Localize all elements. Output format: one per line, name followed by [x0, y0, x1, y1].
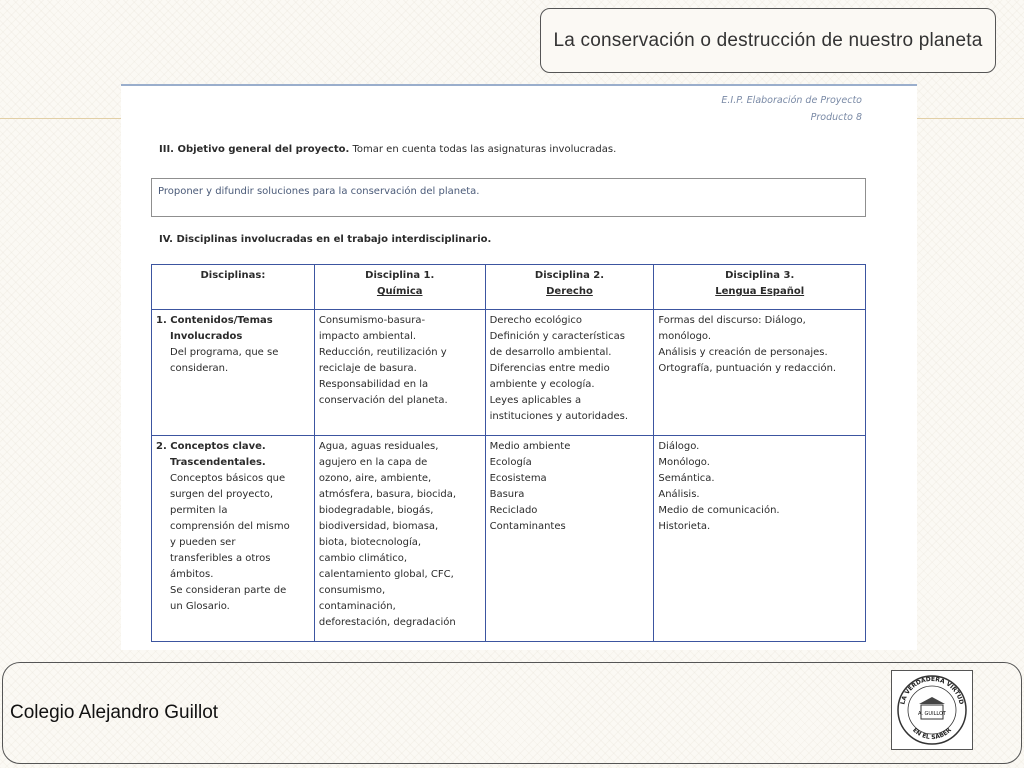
list-item: Ecología [489, 457, 532, 468]
header-disciplines [152, 265, 315, 310]
school-logo [891, 670, 973, 750]
row1-label-bold-1: 1. Contenidos/Temas [156, 315, 273, 326]
objective-heading-rest: Tomar en cuenta todas las asignaturas involucradas. [349, 144, 617, 155]
row2-label-bold-2: Trascendentales. [170, 457, 266, 468]
list-item: Leyes aplicables a [489, 395, 582, 406]
list-item: Diferencias entre medio [489, 363, 610, 374]
row1-lengua [654, 310, 866, 436]
list-item: Análisis. [658, 489, 700, 500]
header-discipline-1 [314, 265, 485, 310]
school-name: Colegio Alejandro Guillot [10, 702, 219, 723]
row2-label-line: surgen del proyecto, [170, 489, 274, 500]
header-disciplines-label: Disciplinas: [200, 270, 266, 281]
list-item: conservación del planeta. [318, 395, 448, 406]
list-item: Medio ambiente [489, 441, 571, 452]
list-item: Medio de comunicación. [658, 505, 780, 516]
slide-title-box [540, 8, 996, 73]
row2-label-line: Conceptos básicos que [170, 473, 286, 484]
document-header [721, 92, 862, 126]
objective-text-box [151, 178, 866, 217]
list-item: reciclaje de basura. [318, 363, 417, 374]
logo-top-text: LA VERDADERA VIRTUD [899, 675, 965, 706]
list-item: Responsabilidad en la [318, 379, 429, 390]
list-item: Basura [489, 489, 525, 500]
header-discipline-3-name: Lengua Español [715, 286, 805, 297]
row2-label-line: ámbitos. [170, 569, 214, 580]
list-item: consumismo, [318, 585, 386, 596]
document-header-line2: Producto 8 [810, 112, 862, 123]
list-item: Ecosistema [489, 473, 547, 484]
list-item: ozono, aire, ambiente, [318, 473, 432, 484]
header-discipline-3 [654, 265, 866, 310]
row1-derecho [485, 310, 654, 436]
list-item: atmósfera, basura, biocida, [318, 489, 457, 500]
school-crest-icon [892, 671, 972, 749]
table-row [152, 436, 866, 642]
row2-label-line: permiten la [170, 505, 228, 516]
disciplines-table [151, 264, 866, 642]
list-item: calentamiento global, CFC, [318, 569, 454, 580]
list-item: de desarrollo ambiental. [489, 347, 612, 358]
list-item: Formas del discurso: Diálogo, [658, 315, 806, 326]
row2-label-bold-1: 2. Conceptos clave. [156, 441, 266, 452]
disciplines-heading: IV. Disciplinas involucradas en el trabajo interdisciplinario. [159, 234, 492, 245]
list-item: Reciclado [489, 505, 538, 516]
row1-label-bold-2: Involucrados [170, 331, 243, 342]
list-item: Definición y características [489, 331, 625, 342]
list-item: biodiversidad, biomasa, [318, 521, 439, 532]
row2-label-line: un Glosario. [170, 601, 230, 612]
header-discipline-3-title: Disciplina 3. [725, 270, 795, 281]
list-item: Historieta. [658, 521, 711, 532]
row2-label-line: y pueden ser [170, 537, 236, 548]
list-item: monólogo. [658, 331, 712, 342]
list-item: Reducción, reutilización y [318, 347, 447, 358]
list-item: Ortografía, puntuación y redacción. [658, 363, 837, 374]
row1-quimica [314, 310, 485, 436]
objective-heading-bold: III. Objetivo general del proyecto. [159, 144, 350, 155]
slide-title: La conservación o destrucción de nuestro planeta [553, 29, 983, 51]
row1-label-rest-2: consideran. [170, 363, 229, 374]
list-item: contaminación, [318, 601, 396, 612]
header-discipline-2-name: Derecho [546, 286, 593, 297]
list-item: Monólogo. [658, 457, 710, 468]
list-item: Contaminantes [489, 521, 566, 532]
header-discipline-2 [485, 265, 654, 310]
logo-name: A. GUILLOT [918, 711, 946, 717]
list-item: instituciones y autoridades. [489, 411, 629, 422]
list-item: deforestación, degradación [318, 617, 456, 628]
logo-bottom-text: EN EL SABER [911, 726, 953, 742]
row2-quimica [314, 436, 485, 642]
list-item: Agua, aguas residuales, [318, 441, 439, 452]
header-discipline-2-title: Disciplina 2. [534, 270, 605, 281]
list-item: Consumismo-basura- [318, 315, 426, 326]
list-item: biota, biotecnología, [318, 537, 422, 548]
row1-label [152, 310, 315, 436]
row2-label [152, 436, 315, 642]
list-item: biodegradable, biogás, [318, 505, 434, 516]
objective-heading [159, 144, 616, 155]
list-item: Análisis y creación de personajes. [658, 347, 828, 358]
list-item: ambiente y ecología. [489, 379, 595, 390]
row2-label-line: Se consideran parte de [170, 585, 287, 596]
row2-label-line: comprensión del mismo [170, 521, 290, 532]
row2-derecho [485, 436, 654, 642]
document-image [121, 84, 917, 650]
list-item: agujero en la capa de [318, 457, 428, 468]
table-header-row [152, 265, 866, 310]
table-row [152, 310, 866, 436]
row2-lengua [654, 436, 866, 642]
row2-label-line: transferibles a otros [170, 553, 271, 564]
header-discipline-1-title: Disciplina 1. [365, 270, 435, 281]
list-item: Diálogo. [658, 441, 700, 452]
document-header-line1: E.I.P. Elaboración de Proyecto [721, 95, 862, 106]
list-item: Semántica. [658, 473, 715, 484]
header-discipline-1-name: Química [376, 286, 423, 297]
list-item: cambio climático, [318, 553, 408, 564]
objective-text: Proponer y difundir soluciones para la conservación del planeta. [158, 186, 480, 197]
list-item: Derecho ecológico [489, 315, 583, 326]
list-item: impacto ambiental. [318, 331, 417, 342]
row1-label-rest-1: Del programa, que se [170, 347, 279, 358]
